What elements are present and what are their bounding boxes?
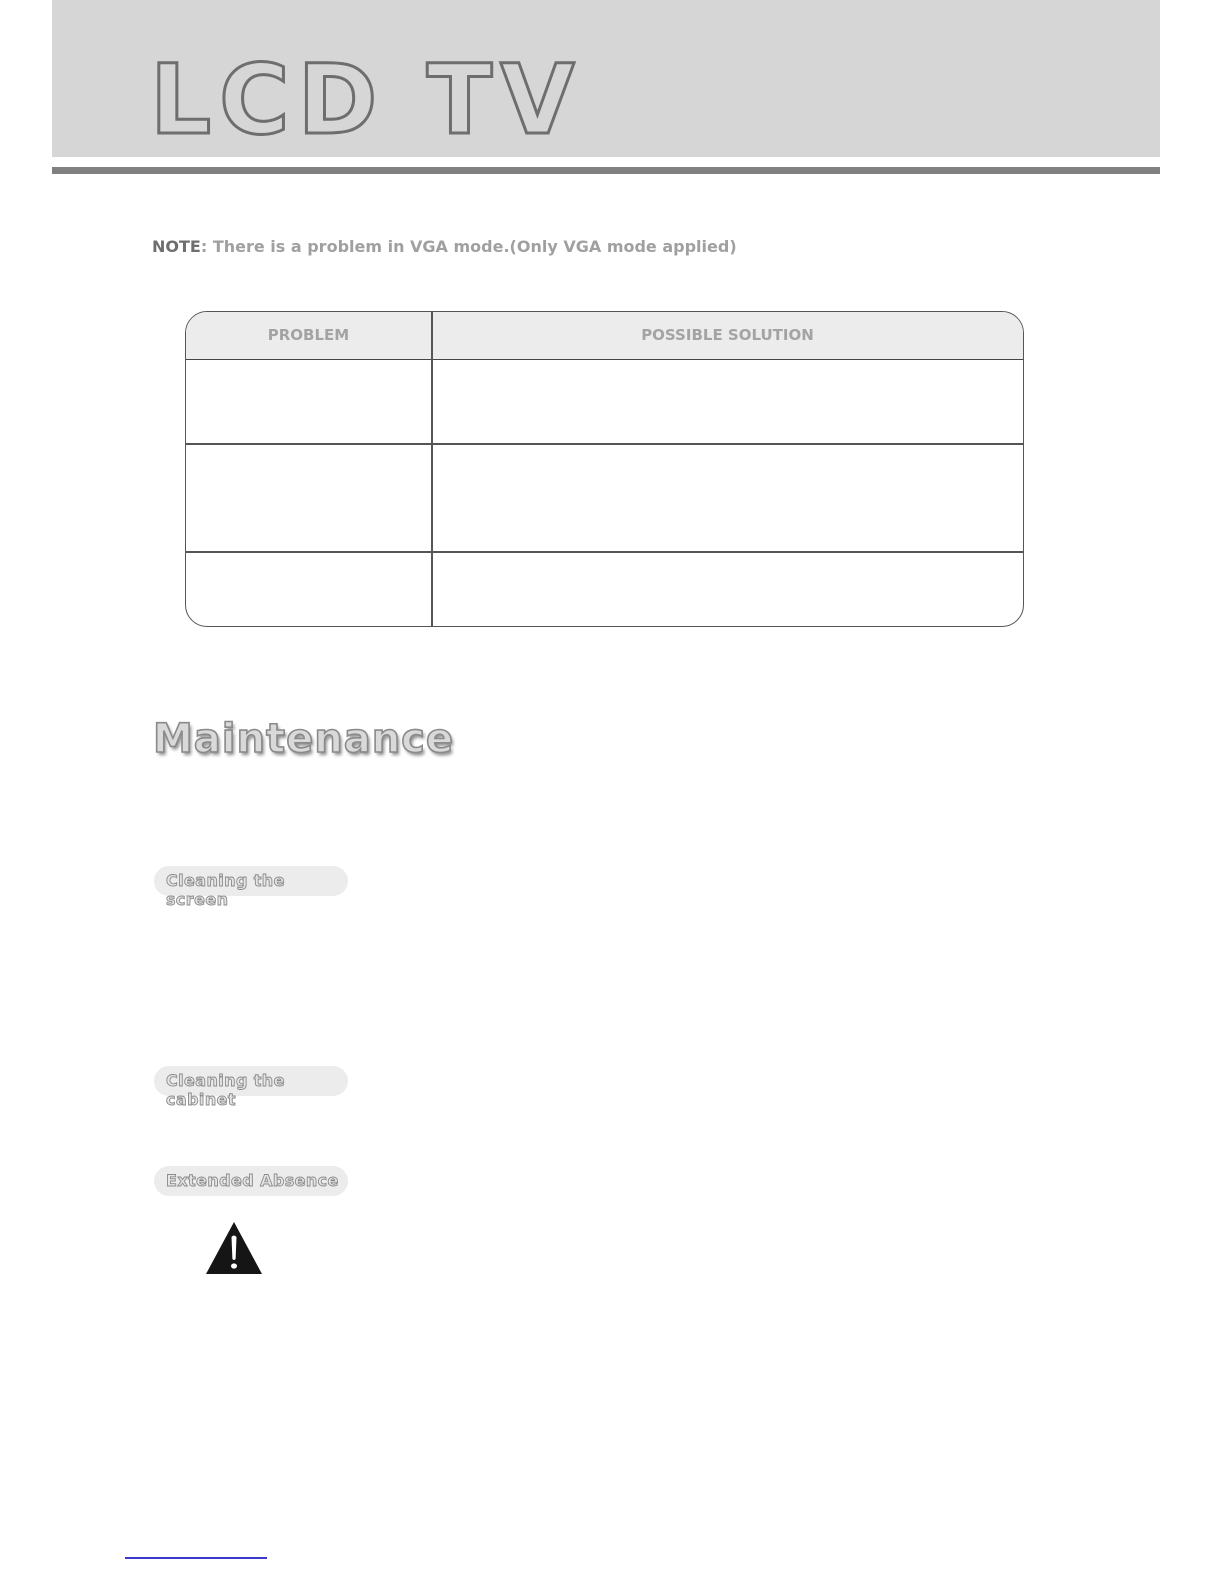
column-header-problem: PROBLEM — [267, 326, 350, 344]
section-pill-cleaning-screen — [154, 866, 348, 909]
section-pill-cleaning-cabinet — [154, 1066, 348, 1109]
column-header-solution: POSSIBLE SOLUTION — [641, 326, 814, 344]
table-cell-problem — [186, 360, 431, 443]
header-rule — [52, 167, 1160, 174]
note-lead: NOTE — [152, 237, 201, 256]
table-cell-problem — [186, 553, 431, 626]
table-cell-solution — [433, 360, 1023, 443]
section-label: Cleaning the cabinet — [166, 1071, 285, 1109]
section-label: Extended Absence — [166, 1171, 339, 1190]
footer-link-line — [125, 1557, 267, 1559]
vga-note — [152, 237, 737, 256]
page-title: LCD TV — [150, 44, 583, 156]
table-cell-problem — [186, 445, 431, 551]
section-label: Cleaning the screen — [166, 871, 285, 909]
table-cell-solution — [433, 445, 1023, 551]
troubleshooting-table — [185, 311, 1024, 627]
note-text: : There is a problem in VGA mode.(Only VGA mode applied) — [200, 237, 737, 256]
table-header-row — [186, 312, 1023, 360]
maintenance-heading: Maintenance — [153, 716, 455, 762]
section-pill-extended-absence — [154, 1166, 348, 1196]
table-cell-solution — [433, 553, 1023, 626]
warning-triangle-icon — [205, 1221, 263, 1275]
